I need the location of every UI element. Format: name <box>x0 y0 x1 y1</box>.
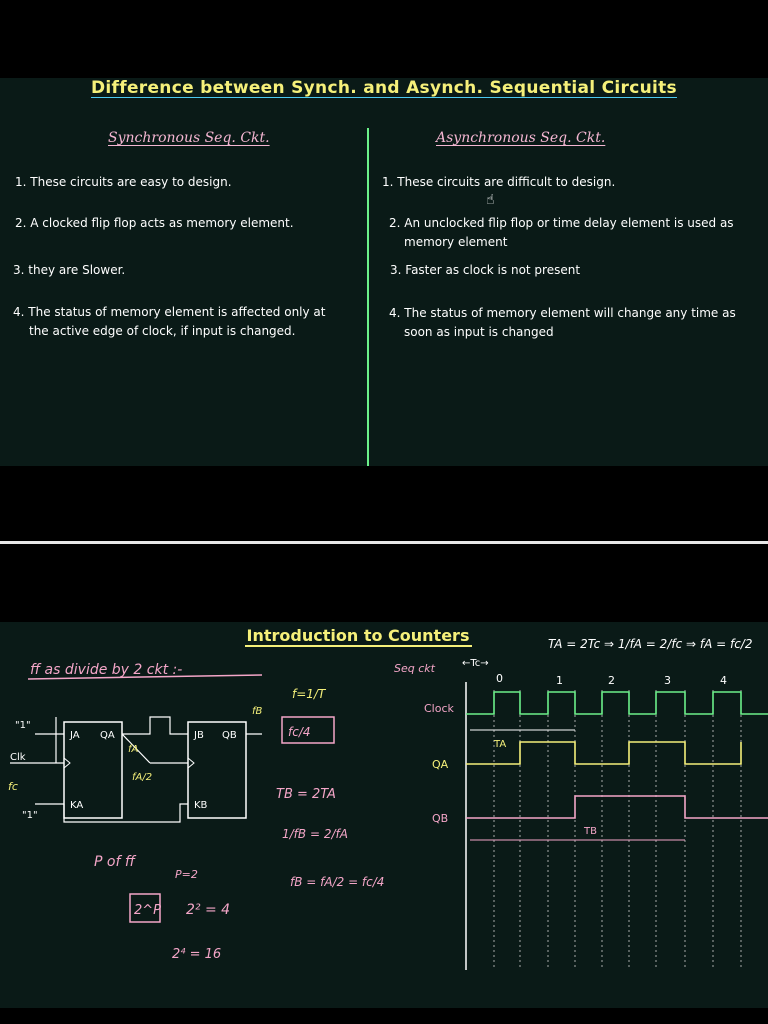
clock-waveform <box>466 692 768 714</box>
qa-output-label: QA <box>100 730 115 741</box>
kb-label: KB <box>194 800 208 811</box>
clock-index-4: 4 <box>720 674 727 687</box>
two-squared: 2² = 4 <box>186 902 231 918</box>
frequency-formula: f=1/T <box>292 687 326 701</box>
clock-index-2: 2 <box>608 674 615 687</box>
fc-input-label: fc <box>8 780 18 793</box>
qb-output-label: QB <box>222 730 237 741</box>
two-power-p: 2^P <box>134 903 162 918</box>
asynchronous-heading: Asynchronous Seq. Ckt. <box>436 130 606 146</box>
mouse-pointer-icon: ☝ <box>486 192 495 208</box>
seq-ckt-note: Seq ckt <box>394 662 435 675</box>
clock-input-a <box>64 758 70 768</box>
p-equals-2: P=2 <box>175 868 198 881</box>
ta-period-label: TA <box>494 739 507 750</box>
clock-index-3: 3 <box>664 674 671 687</box>
logic-one-k: "1" <box>22 810 38 821</box>
fc4-note: fc/4 <box>288 725 311 739</box>
tc-period-label: ←Tc→ <box>462 658 489 669</box>
sync-point-4-cont: the active edge of clock, if input is changed. <box>29 324 296 338</box>
p-of-ff-note: P of ff <box>94 854 135 870</box>
fa-half-note: fA/2 <box>132 772 153 783</box>
synchronous-heading: Synchronous Seq. Ckt. <box>108 130 270 146</box>
clock-input-b <box>188 758 194 768</box>
jb-label: JB <box>194 730 204 741</box>
grid-dashed-lines <box>494 690 741 968</box>
column-divider <box>367 128 369 466</box>
ff-divide-note: ff as divide by 2 ckt :- <box>30 662 183 678</box>
clk-label: Clk <box>10 752 26 763</box>
sync-point-1: 1. These circuits are easy to design. <box>15 175 232 189</box>
qa-signal-label: QA <box>432 758 449 771</box>
async-point-4-cont: soon as input is changed <box>404 325 554 339</box>
async-point-3: 3. Faster as clock is not present <box>390 263 581 277</box>
sync-point-4: 4. The status of memory element is affected only at <box>13 305 326 319</box>
async-point-2: 2. An unclocked flip flop or time delay element is used as <box>389 216 734 230</box>
clock-index-1: 1 <box>556 674 563 687</box>
screenshot-separator <box>0 541 768 544</box>
qb-waveform <box>466 796 768 818</box>
clock-signal-label: Clock <box>424 702 454 715</box>
slide-title: Difference between Synch. and Asynch. Sequential Circuits <box>91 78 677 98</box>
two-power-four: 2⁴ = 16 <box>172 947 222 962</box>
tb-period-label: TB <box>584 826 597 837</box>
sync-point-2: 2. A clocked flip flop acts as memory element. <box>15 216 294 230</box>
counters-title: Introduction to Counters <box>246 626 470 645</box>
counters-board <box>0 622 768 1008</box>
ka-label: KA <box>70 800 84 811</box>
fb-label: fB <box>252 706 263 717</box>
tb-equals-2ta: TB = 2TA <box>276 787 336 802</box>
ta-2tc-equation: TA = 2Tc ⇒ 1/fA = 2/fc ⇒ fA = fc/2 <box>548 637 753 651</box>
async-point-2-cont: memory element <box>404 235 508 249</box>
async-point-4: 4. The status of memory element will change any time as <box>389 306 736 320</box>
qa-waveform <box>466 742 741 764</box>
logic-one-j: "1" <box>15 720 31 731</box>
fa-label: fA <box>128 744 139 755</box>
reciprocal-equation: 1/fB = 2/fA <box>282 827 348 841</box>
qb-signal-label: QB <box>432 812 449 825</box>
sync-point-3: 3. they are Slower. <box>13 263 126 277</box>
clock-index-0: 0 <box>496 672 503 685</box>
ja-label: JA <box>70 730 80 741</box>
async-point-1: 1. These circuits are difficult to design. <box>382 175 616 189</box>
fb-equation: fB = fA/2 = fc/4 <box>290 875 385 889</box>
